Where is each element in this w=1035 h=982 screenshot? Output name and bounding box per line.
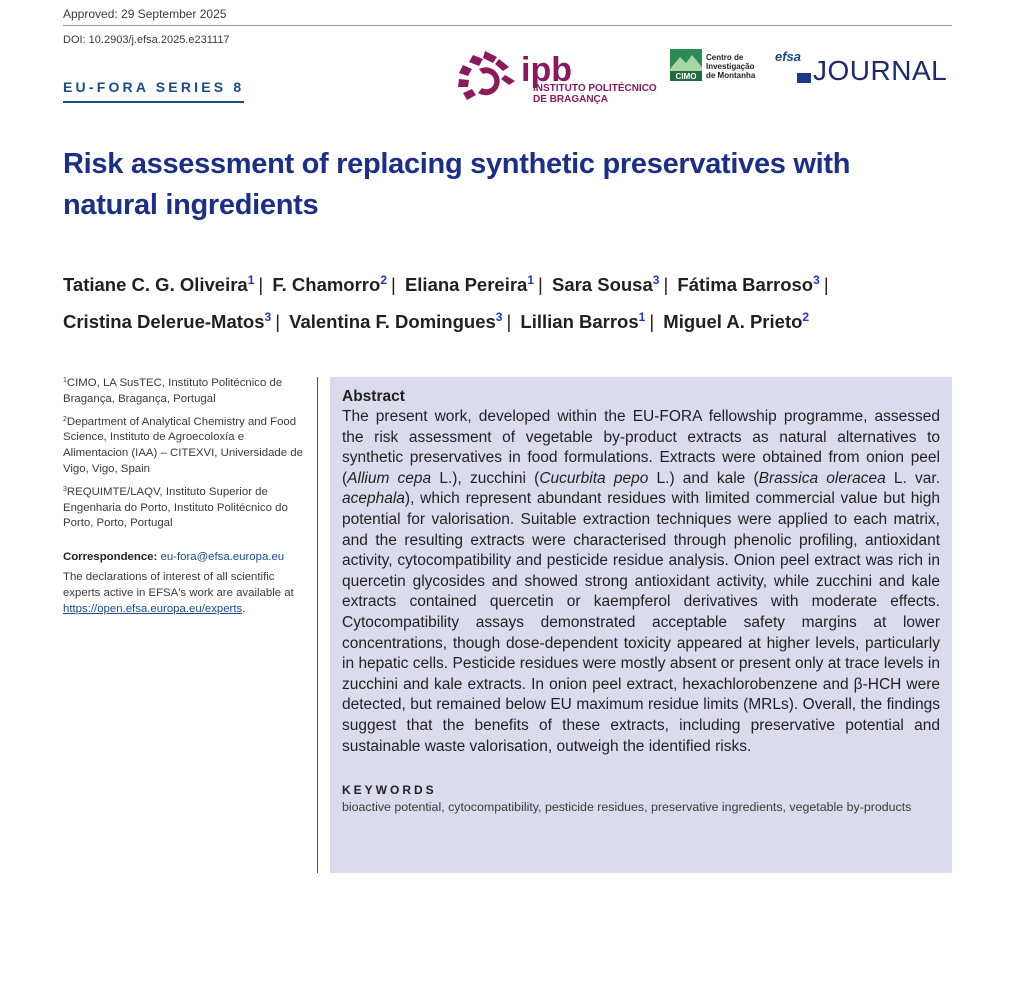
- svg-text:CIMO: CIMO: [675, 72, 697, 81]
- correspondence-email-link[interactable]: eu-fora@efsa.europa.eu: [160, 551, 285, 564]
- correspondence-label: Correspondence:: [63, 551, 158, 564]
- affiliation: $^1$CIMO, LA SusTEC, Instituto Politécnico de Bragança, Bragança, Portugal: [63, 377, 283, 405]
- series-label: EU-FORA SERIES 8: [63, 79, 244, 103]
- abstract-text: The present work, developed within the EU-FORA fellowship programme, assessed the risk assessment of vegetable by-product extracts as natural alternatives to synthetic preservatives in food formulations. Extracts were obtained from onion peel (Allium cepa L.), zucchini (Cucurbita pepo L.) and kale (Brassica oleracea L. var. acephala), which represent abundant residues with limited commercial value but high potential for valorisation. Suitable extraction techniques were applied to each matrix, and the resulting extracts were characterised through phenolic profiling, antioxidant activity, cytocompatibility and pesticide residue analysis. Onion peel extract was rich in quercetin glycosides and showed strong antioxidant activity, while zucchini and kale extracts contained quercetin or kaempferol derivatives with moderate effects. Cytocompatibility assays demonstrated acceptable safety margins at lower concentrations, though dose-dependent toxicity appeared at higher levels, particularly in hepatic cells. Pesticide residues were mostly absent or present only at trace levels in zucchini and kale extracts. In onion peel extract, hexachlorobenzene and β-HCH were detected, but remained below EU maximum residue limits (MRLs). Overall, the findings suggest that the benefits of these extracts, including preservative potential and sustainable waste valorisation, outweigh the identified risks.: [342, 408, 941, 755]
- column-divider: [317, 377, 318, 873]
- paper-title: Risk assessment of replacing synthetic preservatives with natural ingredients: [63, 148, 851, 221]
- author-separator: |: [649, 311, 655, 332]
- author: Miguel A. Prieto$^2$: [663, 310, 810, 332]
- author-separator: |: [275, 311, 280, 332]
- ipb-name: [533, 83, 657, 105]
- eu-flag-icon: [797, 73, 811, 83]
- cimo-name: [706, 53, 755, 80]
- ipb-logo: [455, 47, 660, 111]
- ipb-name-line1: INSTITUTO POLITÉCNICO: [533, 83, 657, 94]
- cimo-logo: [670, 49, 765, 85]
- cimo-name-line2: Investigação: [706, 62, 755, 71]
- affiliations-column: [63, 373, 308, 621]
- author: Fátima Barroso$^3$: [677, 273, 820, 295]
- abstract-box: [330, 377, 952, 873]
- author-separator: |: [663, 274, 669, 295]
- cimo-name-line1: Centro de: [706, 53, 744, 62]
- doi-text: DOI: 10.2903/j.efsa.2025.e231117: [63, 34, 230, 46]
- header-divider: [63, 25, 952, 26]
- ipb-name-line2: DE BRAGANÇA: [533, 94, 608, 105]
- approved-date: Approved: 29 September 2025: [63, 7, 227, 21]
- keywords-heading: KEYWORDS: [342, 783, 437, 798]
- affiliation: $^2$Department of Analytical Chemistry and Food Science, Instituto de Agroecoloxía e Alimentacion (IAA) – CITEXVI, Universidade de Vigo, Vigo, Spain: [63, 415, 303, 475]
- author-separator: |: [391, 274, 396, 295]
- author: Tatiane C. G. Oliveira$^1$: [63, 273, 255, 295]
- cimo-name-line3: de Montanha: [706, 71, 756, 80]
- author-separator: |: [538, 274, 543, 295]
- mountain-icon: [670, 49, 702, 81]
- author: Lillian Barros$^1$: [520, 310, 646, 332]
- keywords-text: bioactive potential, cytocompatibility, pesticide residues, preservative ingredients, vegetable by-products: [342, 800, 912, 815]
- author-separator: |: [506, 311, 512, 332]
- author: Cristina Delerue-Matos$^3$: [63, 310, 272, 332]
- author: Eliana Pereira$^1$: [404, 273, 535, 295]
- correspondence: [63, 550, 308, 566]
- declarations-note: The declarations of interest of all scientific experts active in EFSA's work are available at https://open.efsa.europa.eu/experts.: [63, 570, 294, 615]
- author: Sara Sousa$^3$: [551, 273, 660, 295]
- abstract-heading: Abstract: [342, 388, 405, 405]
- journal-wordmark: JOURNAL: [813, 55, 948, 86]
- efsa-journal-logo: [775, 49, 955, 93]
- author: F. Chamorro$^2$: [272, 273, 387, 295]
- affiliation: $^3$REQUIMTE/LAQV, Instituto Superior de Engenharia do Porto, Instituto Politécnico do Porto, Porto, Portugal: [63, 485, 288, 530]
- efsa-wordmark: efsa: [775, 49, 802, 64]
- svg-text:ipb: ipb: [521, 51, 572, 89]
- experts-url-link[interactable]: https://open.efsa.europa.eu/experts: [63, 602, 243, 615]
- author-separator: |: [823, 274, 829, 295]
- author-separator: |: [258, 274, 264, 295]
- author-list: [63, 264, 963, 338]
- author: Valentina F. Domingues$^3$: [289, 310, 503, 332]
